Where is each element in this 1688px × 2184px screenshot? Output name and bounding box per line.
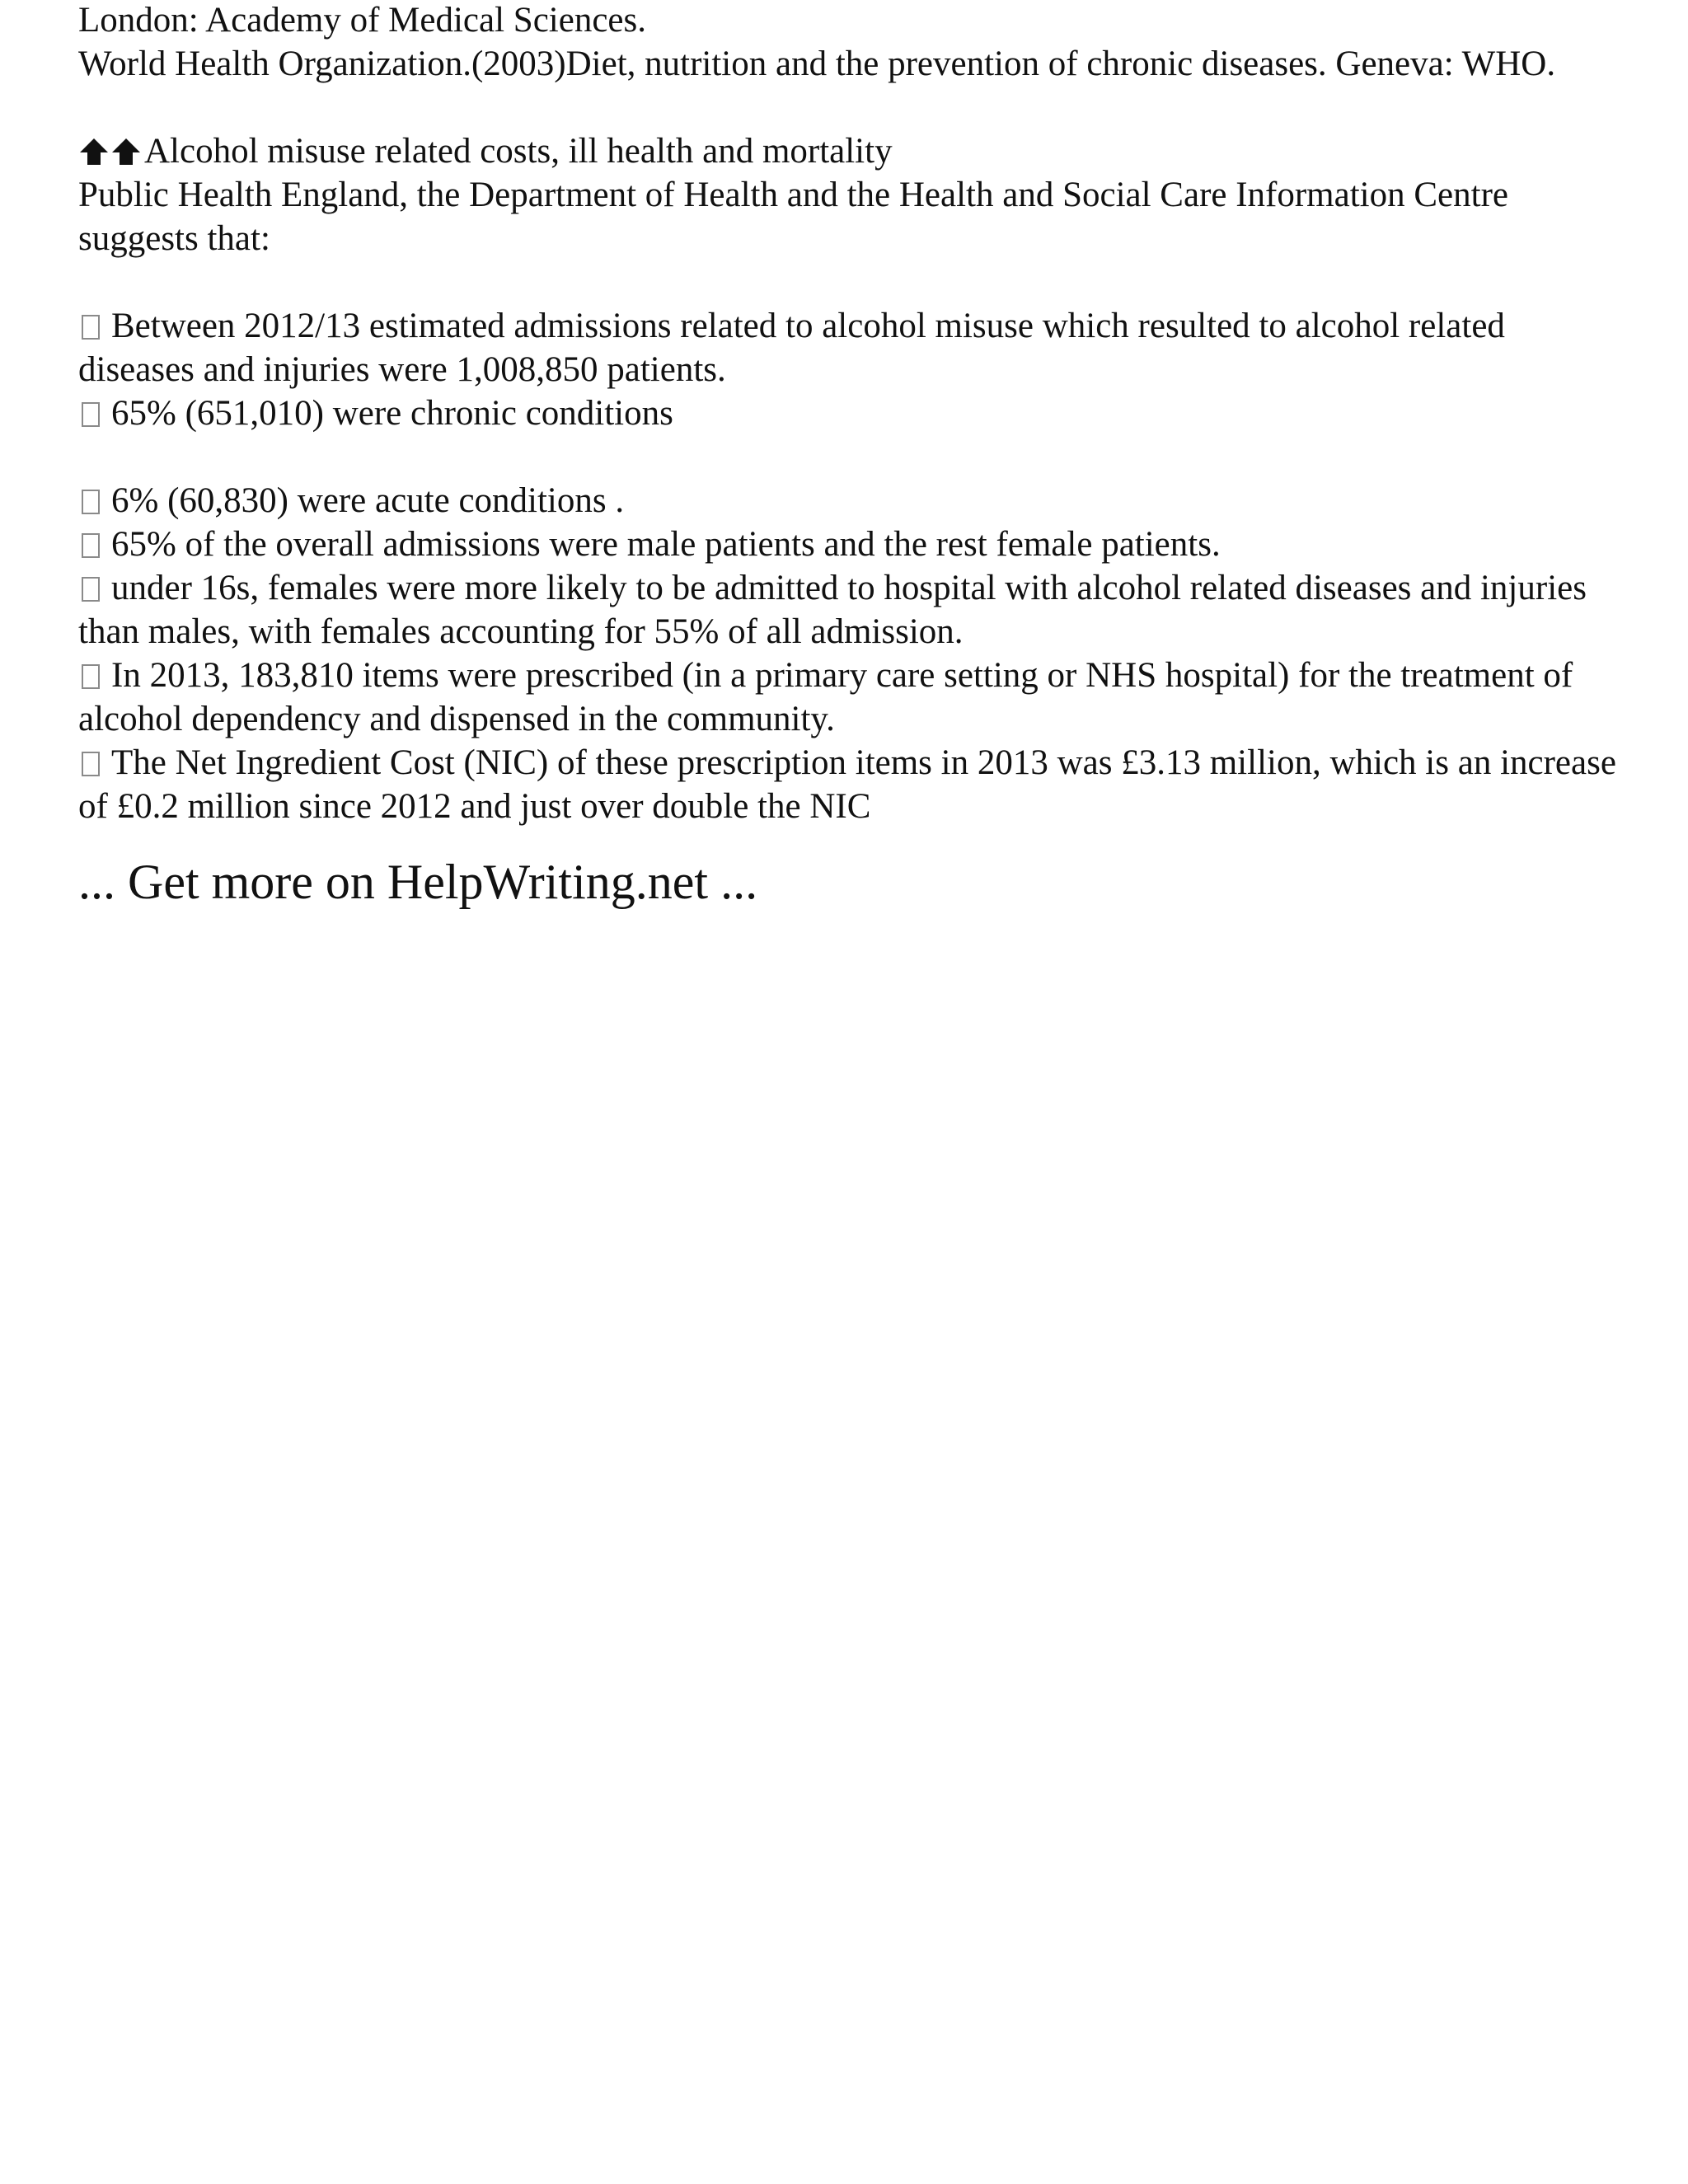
list-item (78, 479, 1620, 523)
list-item (78, 304, 1620, 391)
get-more-link[interactable]: ... Get more on HelpWriting.net ... (78, 855, 758, 909)
document-page (78, 0, 1620, 960)
bullet-box-icon (82, 752, 100, 776)
bullet-box-icon (82, 402, 100, 427)
spacer (78, 435, 1620, 479)
section-intro: Public Health England, the Department of Health and the Health and Social Care Information Centre suggests that: (78, 176, 1508, 258)
section-heading (78, 129, 1620, 173)
list-item-text: 65% (651,010) were chronic conditions (111, 394, 673, 433)
bullet-box-icon (82, 664, 100, 689)
list-item-text: under 16s, females were more likely to be admitted to hospital with alcohol related diseases and injuries than males, with females accounting for 55% of all admission. (78, 569, 1587, 651)
list-item (78, 566, 1620, 654)
reference-line-academy: London: Academy of Medical Sciences. (78, 1, 646, 40)
reference-line-who: World Health Organization.(2003)Diet, nutrition and the prevention of chronic diseases. Geneva: WHO. (78, 45, 1556, 83)
list-item-text: The Net Ingredient Cost (NIC) of these prescription items in 2013 was £3.13 million, which is an increase of £0.2 million since 2012 and just over double the NIC (78, 743, 1616, 826)
bullet-box-icon (82, 533, 100, 558)
list-item (78, 523, 1620, 566)
list-item-text: In 2013, 183,810 items were prescribed (in a primary care setting or NHS hospital) for the treatment of alcohol dependency and dispensed in the community. (78, 656, 1573, 738)
list-item-text: 65% of the overall admissions were male patients and the rest female patients. (111, 525, 1221, 564)
spacer (78, 86, 1620, 129)
spacer (78, 260, 1620, 304)
list-item-text: 6% (60,830) were acute conditions . (111, 481, 625, 520)
section-heading-text: Alcohol misuse related costs, ill health and mortality (144, 132, 893, 171)
bullet-box-icon (82, 490, 100, 514)
list-item-text: Between 2012/13 estimated admissions related to alcohol misuse which resulted to alcohol related diseases and injuries were 1,008,850 patients. (78, 307, 1505, 389)
bullet-box-icon (82, 315, 100, 340)
list-item (78, 391, 1620, 435)
list-item (78, 741, 1620, 828)
bullet-box-icon (82, 577, 100, 602)
double-up-arrow-icon (78, 137, 143, 166)
list-item (78, 654, 1620, 741)
